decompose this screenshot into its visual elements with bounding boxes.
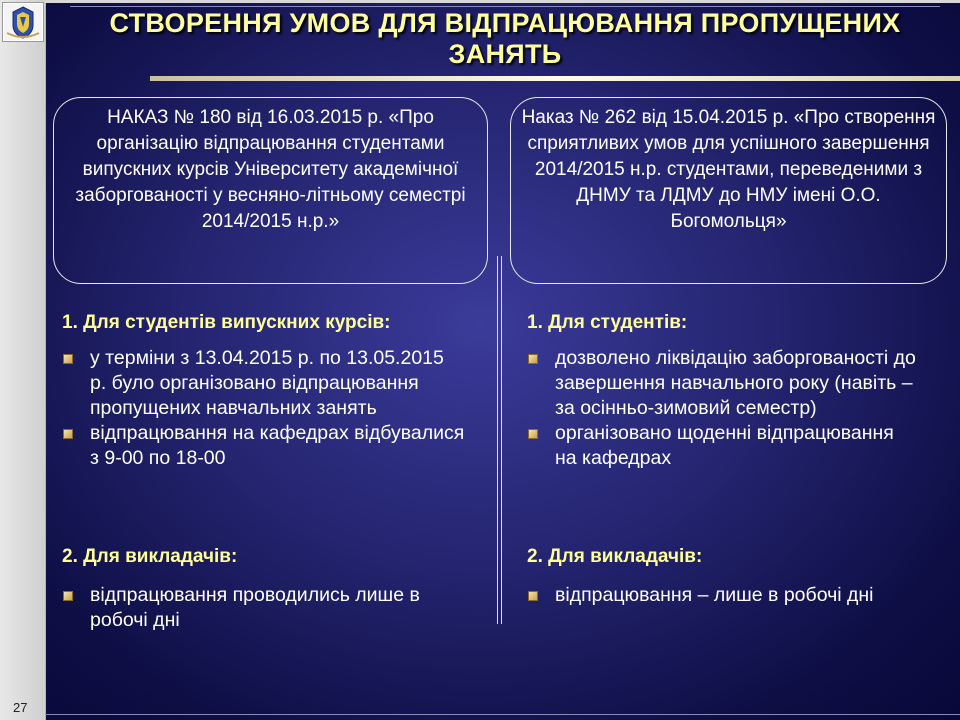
right-section1-list xyxy=(525,346,920,471)
slide-title: СТВОРЕННЯ УМОВ ДЛЯ ВІДПРАЦЮВАННЯ ПРОПУЩЕНИХ ЗАНЯТЬ xyxy=(109,8,901,69)
list-item: у терміни з 13.04.2015 р. по 13.05.2015 р. було організовано відпрацювання пропущених навчальних занять xyxy=(60,346,465,421)
right-order-box xyxy=(510,97,947,284)
list-item: відпрацювання на кафедрах відбувалися з 9-00 по 18-00 xyxy=(60,421,465,471)
square-bullet-icon xyxy=(528,591,538,601)
list-item: відпрацювання – лише в робочі дні xyxy=(525,583,920,608)
right-order-text: Наказ № 262 від 15.04.2015 р. «Про створення сприятливих умов для успішного завершення 2014/2015 н.р. студентами, переведеними з ДНМУ та ЛДМУ до НМУ імені О.О. Богомольця» xyxy=(521,107,936,232)
left-section1-list xyxy=(60,346,465,471)
square-bullet-icon xyxy=(528,354,538,364)
left-section2-list xyxy=(60,583,480,633)
title-underline xyxy=(150,76,960,81)
column-divider xyxy=(497,256,502,624)
top-strip xyxy=(45,0,960,3)
page-number: 27 xyxy=(13,700,28,715)
list-item: організовано щоденні відпрацювання на кафедрах xyxy=(525,421,920,471)
square-bullet-icon xyxy=(63,591,73,601)
right-section2-heading: 2. Для викладачів: xyxy=(527,546,703,567)
bottom-line xyxy=(45,714,960,715)
square-bullet-icon xyxy=(63,354,73,364)
left-section2-heading: 2. Для викладачів: xyxy=(62,546,238,567)
list-item: дозволено ліквідацію заборгованості до завершення навчального року (навіть – за осінньо-зимовий семестр) xyxy=(525,346,920,421)
left-order-box xyxy=(53,97,488,284)
top-thin-line xyxy=(70,6,940,7)
right-section2-list xyxy=(525,583,920,608)
left-sidebar-strip xyxy=(0,0,46,720)
university-emblem-icon xyxy=(2,2,44,42)
square-bullet-icon xyxy=(63,429,73,439)
square-bullet-icon xyxy=(528,429,538,439)
list-item: відпрацювання проводились лише в робочі дні xyxy=(60,583,480,633)
left-order-text: НАКАЗ № 180 від 16.03.2015 р. «Про організацію відпрацювання студентами випускних курсів Університету академічної заборгованості у весняно-літньому семестрі 2014/2015 н.р.» xyxy=(75,107,466,232)
right-section1-heading: 1. Для студентів: xyxy=(527,312,688,333)
left-section1-heading: 1. Для студентів випускних курсів: xyxy=(62,312,391,333)
